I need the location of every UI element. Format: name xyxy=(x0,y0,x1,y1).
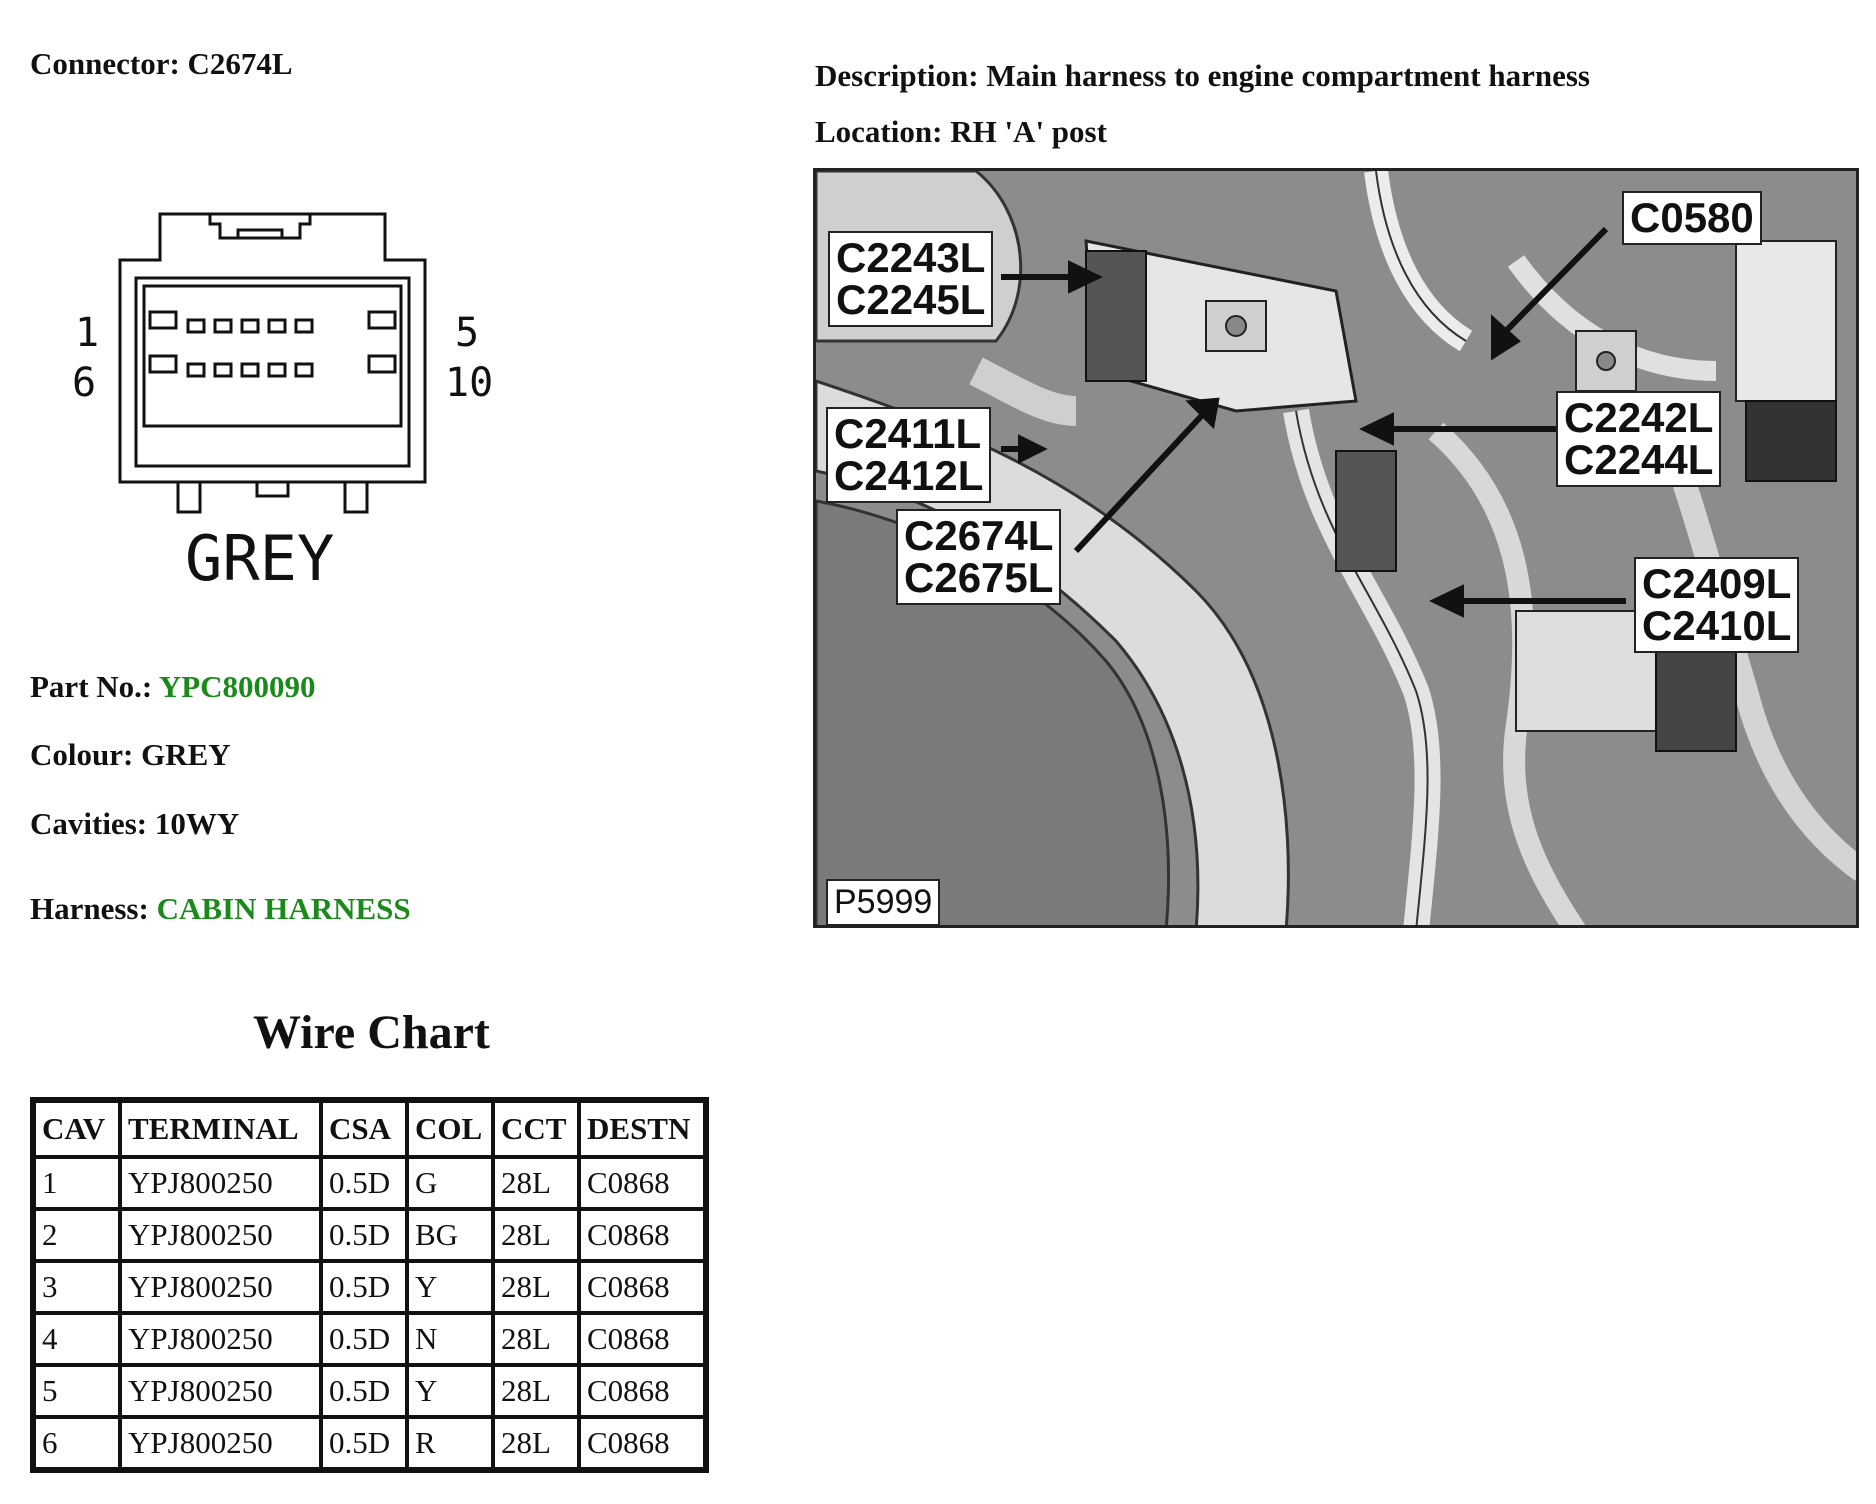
harness xyxy=(30,891,411,927)
header-col: COL xyxy=(409,1103,491,1155)
cell-col: BG xyxy=(409,1211,491,1259)
cell-col: Y xyxy=(409,1263,491,1311)
callout-c2242l-c2244l: C2242L C2244L xyxy=(1556,391,1721,487)
cell-col: R xyxy=(409,1419,491,1467)
location xyxy=(815,114,1107,150)
cell-terminal: YPJ800250 xyxy=(122,1159,319,1207)
cell-cav: 2 xyxy=(36,1211,118,1259)
part-number xyxy=(30,669,316,705)
callout-c0580: C0580 xyxy=(1622,191,1762,245)
cell-destn: C0868 xyxy=(581,1263,703,1311)
cell-cct: 28L xyxy=(495,1263,577,1311)
header-csa: CSA xyxy=(323,1103,405,1155)
colour xyxy=(30,737,231,773)
cell-terminal: YPJ800250 xyxy=(122,1419,319,1467)
colour-label: Colour: xyxy=(30,737,134,772)
cell-csa: 0.5D xyxy=(323,1367,405,1415)
cell-csa: 0.5D xyxy=(323,1419,405,1467)
cell-cct: 28L xyxy=(495,1367,577,1415)
cell-cav: 1 xyxy=(36,1159,118,1207)
table-row xyxy=(36,1367,703,1415)
figure-reference: P5999 xyxy=(826,879,940,926)
callout-c2674l-c2675l: C2674L C2675L xyxy=(896,509,1061,605)
pin-label-10: 10 xyxy=(445,360,494,406)
part-number-value[interactable]: YPC800090 xyxy=(158,669,316,704)
table-row xyxy=(36,1211,703,1259)
cell-csa: 0.5D xyxy=(323,1159,405,1207)
table-row xyxy=(36,1159,703,1207)
pin-label-5: 5 xyxy=(455,310,480,356)
callout-c2411l-c2412l: C2411L C2412L xyxy=(826,407,991,503)
connector-label: Connector: xyxy=(30,46,180,81)
cell-cct: 28L xyxy=(495,1159,577,1207)
location-label: Location: xyxy=(815,114,943,149)
cell-col: G xyxy=(409,1159,491,1207)
cell-cav: 5 xyxy=(36,1367,118,1415)
description-value: Main harness to engine compartment harness xyxy=(986,58,1590,93)
cavities-label: Cavities: xyxy=(30,806,148,841)
location-value: RH 'A' post xyxy=(950,114,1107,149)
harness-value[interactable]: CABIN HARNESS xyxy=(156,891,411,926)
cell-terminal: YPJ800250 xyxy=(122,1367,319,1415)
header-cct: CCT xyxy=(495,1103,577,1155)
cavities xyxy=(30,806,239,842)
cell-terminal: YPJ800250 xyxy=(122,1315,319,1363)
cell-cav: 3 xyxy=(36,1263,118,1311)
cell-terminal: YPJ800250 xyxy=(122,1211,319,1259)
pin-label-6: 6 xyxy=(72,360,97,406)
table-header-row xyxy=(36,1103,703,1155)
cell-col: Y xyxy=(409,1367,491,1415)
cell-cct: 28L xyxy=(495,1419,577,1467)
harness-label: Harness: xyxy=(30,891,149,926)
callout-c2409l-c2410l: C2409L C2410L xyxy=(1634,557,1799,653)
cell-cct: 28L xyxy=(495,1315,577,1363)
cell-destn: C0868 xyxy=(581,1211,703,1259)
cell-cav: 4 xyxy=(36,1315,118,1363)
colour-value: GREY xyxy=(141,737,231,772)
table-row xyxy=(36,1315,703,1363)
cell-cav: 6 xyxy=(36,1419,118,1467)
part-number-label: Part No.: xyxy=(30,669,153,704)
cell-destn: C0868 xyxy=(581,1419,703,1467)
cell-destn: C0868 xyxy=(581,1159,703,1207)
cell-csa: 0.5D xyxy=(323,1211,405,1259)
pin-label-1: 1 xyxy=(75,310,100,356)
table-row xyxy=(36,1419,703,1467)
table-row xyxy=(36,1263,703,1311)
cell-terminal: YPJ800250 xyxy=(122,1263,319,1311)
cavities-value: 10WY xyxy=(154,806,240,841)
description xyxy=(815,58,1590,94)
header-destn: DESTN xyxy=(581,1103,703,1155)
connector-face-diagram xyxy=(60,200,540,600)
header-terminal: TERMINAL xyxy=(122,1103,319,1155)
connector-color-label: GREY xyxy=(185,522,335,595)
description-label: Description: xyxy=(815,58,979,93)
cell-csa: 0.5D xyxy=(323,1315,405,1363)
cell-cct: 28L xyxy=(495,1211,577,1259)
header-cav: CAV xyxy=(36,1103,118,1155)
cell-destn: C0868 xyxy=(581,1367,703,1415)
cell-destn: C0868 xyxy=(581,1315,703,1363)
callout-c2243l-c2245l: C2243L C2245L xyxy=(828,231,993,327)
wire-chart-table xyxy=(30,1097,709,1473)
connector-title xyxy=(30,46,293,82)
cell-col: N xyxy=(409,1315,491,1363)
connector-value: C2674L xyxy=(187,46,293,81)
cell-csa: 0.5D xyxy=(323,1263,405,1311)
wire-chart-title: Wire Chart xyxy=(253,1006,490,1059)
location-photo xyxy=(813,168,1859,928)
